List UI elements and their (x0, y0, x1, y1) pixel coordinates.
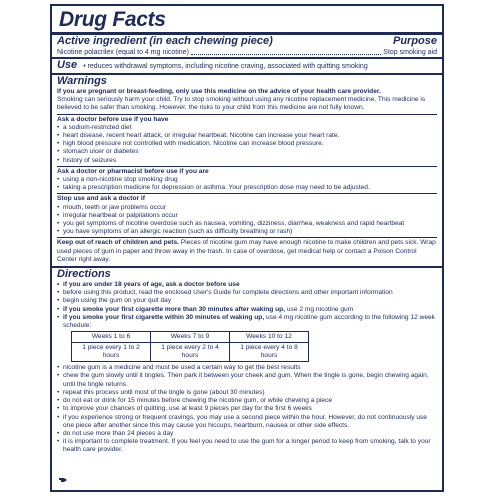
divider (57, 193, 437, 194)
list-item: • if you are under 18 years of age, ask a doctor before use (57, 281, 437, 289)
table-cell: Weeks 10 to 12 (230, 332, 309, 343)
divider (57, 166, 437, 167)
table-cell: Weeks 7 to 9 (151, 332, 230, 343)
ask-doctor-list (57, 124, 437, 165)
list-item: • repeat this process until most of the tingle is gone (about 30 minutes) (57, 389, 437, 397)
list-item: • begin using the gum on your quit day (57, 297, 437, 305)
divider (57, 237, 437, 238)
use-heading: Use (57, 59, 78, 71)
list-item (57, 314, 437, 330)
list-item: • you get symptoms of nicotine overdose such as nausea, vomiting, dizziness, diarrhea, weakness and rapid heartbeat (57, 220, 437, 228)
list-item: • do not use more than 24 pieces a day (57, 430, 437, 438)
dot-leader (191, 48, 381, 55)
list-item: • using a non-nicotine stop smoking drug (57, 176, 437, 184)
table-cell: Weeks 1 to 6 (72, 332, 151, 343)
table-cell: 1 piece every 2 to 4 hours (151, 343, 230, 362)
direction-text: use 2 mg nicotine gum (285, 305, 354, 313)
pointing-hand-icon (58, 476, 68, 487)
list-item: • a sodium-restricted diet (57, 124, 437, 132)
list-item: • nicotine gum is a medicine and must be used a certain way to get the best results (57, 364, 437, 372)
purpose-heading: Purpose (392, 35, 437, 47)
list-item: • you have symptoms of an allergic reaction (such as difficulty breathing or rash) (57, 228, 437, 236)
directions-heading: Directions (57, 268, 111, 281)
list-item: • heart disease, recent heart attack, or irregular heartbeat. Nicotine can increase your heart rate. (57, 132, 437, 140)
active-ingredient-heading: Active ingredient (in each chewing piece) (57, 35, 273, 47)
active-ingredient-header (57, 35, 437, 48)
direction-bold: if you smoke your first cigarette within 30 minutes of waking up, (63, 313, 265, 321)
ask-pharmacist-heading: Ask a doctor or pharmacist before use if you are (57, 167, 209, 175)
list-item: • history of seizures (57, 157, 437, 165)
children-warning (57, 239, 437, 264)
ask-pharmacist-list (57, 176, 437, 192)
drug-facts-panel (50, 4, 444, 492)
list-item: • mouth, teeth or jaw problems occur (57, 204, 437, 212)
table-cell: 1 piece every 4 to 8 hours (230, 343, 309, 362)
list-item: • if you experience strong or frequent cravings, you may use a second piece within the hour. However, do not continuously use one piece after another since this may cause you hiccups, heartburn, nausea or other side effects. (57, 414, 437, 430)
pregnancy-warning: If you are pregnant or breast-feeding, only use this medicine on the advice of your health care provider. (57, 88, 381, 95)
list-item: • to improve your chances of quitting, use at least 9 pieces per day for the first 6 weeks (57, 405, 437, 413)
active-ingredient-row (57, 48, 437, 57)
table-row (72, 332, 309, 343)
pregnancy-warning-text: Smoking can seriously harm your child. Try to stop smoking without using any nicotine replacement medicine. This medicine is believed to be safer than smoking. However, the risks to your child from this medicine are not fully known. (57, 96, 426, 112)
purpose-text: Stop smoking aid (383, 49, 437, 56)
stop-use-list (57, 204, 437, 237)
directions-list-continued (57, 364, 437, 454)
use-section (57, 59, 437, 73)
ask-doctor-heading: Ask a doctor before use if you have (57, 115, 169, 123)
list-item: • before using this product, read the enclosed User's Guide for complete directions and other important information (57, 289, 437, 297)
children-warning-bold: Keep out of reach of children and pets. (57, 239, 180, 247)
stop-use-heading: Stop use and ask a doctor if (57, 195, 145, 203)
list-item: • high blood pressure not controlled with medication. Nicotine can increase blood pressure. (57, 140, 437, 148)
list-item: • it is important to complete treatment. If you feel you need to use the gum for a longer period to keep from smoking, talk to your health care provider. (57, 438, 437, 454)
children-warning-text: Pieces of nicotine gum may have enough nicotine to make children and pets sick. Wrap used pieces of gum in paper and throw away in the trash. In case of overdose, get medical help or contact a Poison Control Center right away. (57, 239, 436, 263)
table-row (72, 343, 309, 362)
direction-text: use 4 mg nicotine gum according to the following 12 week schedule: (63, 313, 435, 330)
list-item: • chew the gum slowly until it tingles. Then park it between your cheek and gum. When the tingle is gone, begin chewing again, until the tingle returns. (57, 372, 437, 388)
table-cell: 1 piece every 1 to 2 hours (72, 343, 151, 362)
list-item: • do not eat or drink for 15 minutes before chewing the nicotine gum, or while chewing a piece (57, 397, 437, 405)
drug-facts-title: Drug Facts (59, 8, 166, 31)
list-item: • stomach ulcer or diabetes (57, 148, 437, 156)
list-item: • taking a prescription medicine for depression or asthma. Your prescription dose may need to be adjusted. (57, 184, 437, 192)
direction-bold: if you smoke your first cigarette more than 30 minutes after waking up, (63, 305, 286, 313)
use-text: • reduces withdrawal symptoms, including nicotine craving, associated with quitting smoking (83, 63, 368, 70)
list-item (57, 306, 437, 314)
warnings-heading: Warnings (57, 75, 107, 87)
divider (57, 114, 437, 115)
ingredient-text: Nicotine polacrilex (equal to 4 mg nicotine) (57, 49, 189, 56)
dosing-schedule-table (71, 331, 309, 362)
list-item: • irregular heartbeat or palpitations occur (57, 212, 437, 220)
directions-list (57, 281, 437, 330)
